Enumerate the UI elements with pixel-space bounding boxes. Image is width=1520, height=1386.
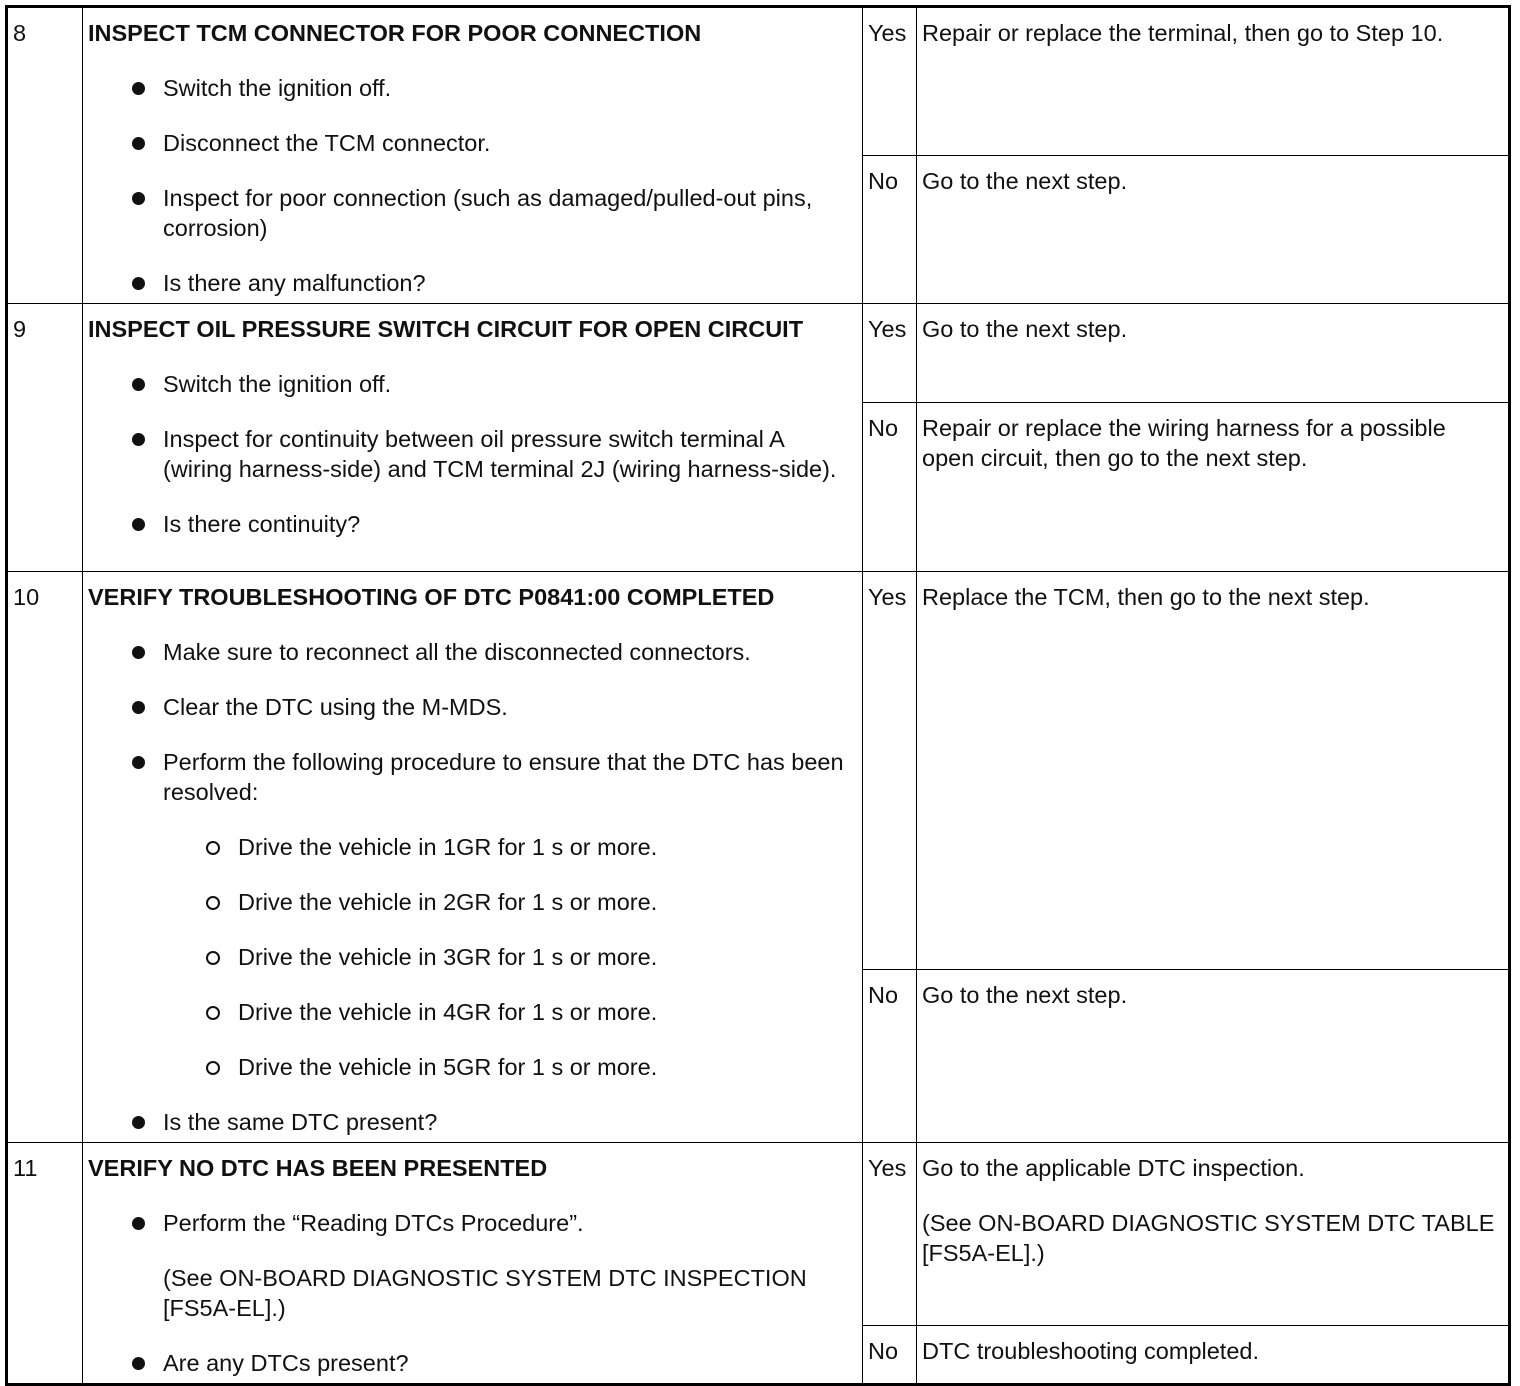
result-no-action: Repair or replace the wiring harness for a possible open circuit, then go to the next step. [917,403,1510,572]
result-yes-label: Yes [863,1143,917,1326]
bullet-item: Clear the DTC using the M-MDS. [88,692,857,722]
step-number: 9 [7,304,83,572]
bullet-item: Switch the ignition off. [88,73,857,103]
sub-bullet-item: Drive the vehicle in 5GR for 1 s or more. [88,1052,857,1082]
result-yes-label: Yes [863,572,917,970]
bullet-item: Is the same DTC present? [88,1107,857,1137]
bullet-item: Make sure to reconnect all the disconnected connectors. [88,637,857,667]
step-title: INSPECT OIL PRESSURE SWITCH CIRCUIT FOR OPEN CIRCUIT [88,316,804,342]
sub-bullet-item: Drive the vehicle in 2GR for 1 s or more. [88,887,857,917]
step-number: 10 [7,572,83,1143]
result-no-label: No [863,1326,917,1385]
step-action-cell [83,1143,863,1385]
reference-note: (See ON-BOARD DIAGNOSTIC SYSTEM DTC INSPECTION [FS5A-EL].) [163,1265,807,1321]
reference-note: (See ON-BOARD DIAGNOSTIC SYSTEM DTC TABLE [FS5A-EL].) [922,1210,1495,1266]
table-row-step-10 [7,572,1510,970]
bullet-item: Perform the “Reading DTCs Procedure”. [88,1208,857,1238]
result-yes-label: Yes [863,304,917,403]
bullet-item: Perform the following procedure to ensure that the DTC has been resolved: [88,747,857,807]
result-no-label: No [863,155,917,304]
sub-bullet-item: Drive the vehicle in 1GR for 1 s or more. [88,832,857,862]
result-yes-action: Replace the TCM, then go to the next step. [917,572,1510,970]
result-no-action: Go to the next step. [917,155,1510,304]
bullet-item: Disconnect the TCM connector. [88,128,857,158]
step-title: INSPECT TCM CONNECTOR FOR POOR CONNECTION [88,20,702,46]
step-number: 11 [7,1143,83,1385]
step-action-cell [83,572,863,1143]
diagnostic-procedure-table [5,5,1511,1386]
step-number: 8 [7,7,83,304]
result-yes-action-cell [917,1143,1510,1326]
step-action-cell [83,304,863,572]
result-yes-action: Go to the applicable DTC inspection. [922,1155,1305,1181]
result-no-label: No [863,403,917,572]
step-title: VERIFY TROUBLESHOOTING OF DTC P0841:00 COMPLETED [88,584,775,610]
bullet-item: Inspect for continuity between oil pressure switch terminal A (wiring harness-side) and TCM terminal 2J (wiring harness-side). [88,424,857,484]
result-yes-action: Repair or replace the terminal, then go to Step 10. [917,7,1510,156]
sub-bullet-item: Drive the vehicle in 4GR for 1 s or more. [88,997,857,1027]
bullet-item: Inspect for poor connection (such as damaged/pulled-out pins, corrosion) [88,183,857,243]
table-row-step-8 [7,7,1510,156]
bullet-item: Is there continuity? [88,509,857,539]
table-row-step-9 [7,304,1510,403]
step-title: VERIFY NO DTC HAS BEEN PRESENTED [88,1155,548,1181]
table-row-step-11 [7,1143,1510,1326]
sub-bullet-item: Drive the vehicle in 3GR for 1 s or more. [88,942,857,972]
result-no-action: Go to the next step. [917,969,1510,1142]
step-action-cell [83,7,863,304]
bullet-item: Is there any malfunction? [88,268,857,298]
bullet-item: Are any DTCs present? [88,1348,857,1378]
result-yes-label: Yes [863,7,917,156]
result-no-label: No [863,969,917,1142]
result-yes-action: Go to the next step. [917,304,1510,403]
result-no-action: DTC troubleshooting completed. [917,1326,1510,1385]
bullet-item: Switch the ignition off. [88,369,857,399]
